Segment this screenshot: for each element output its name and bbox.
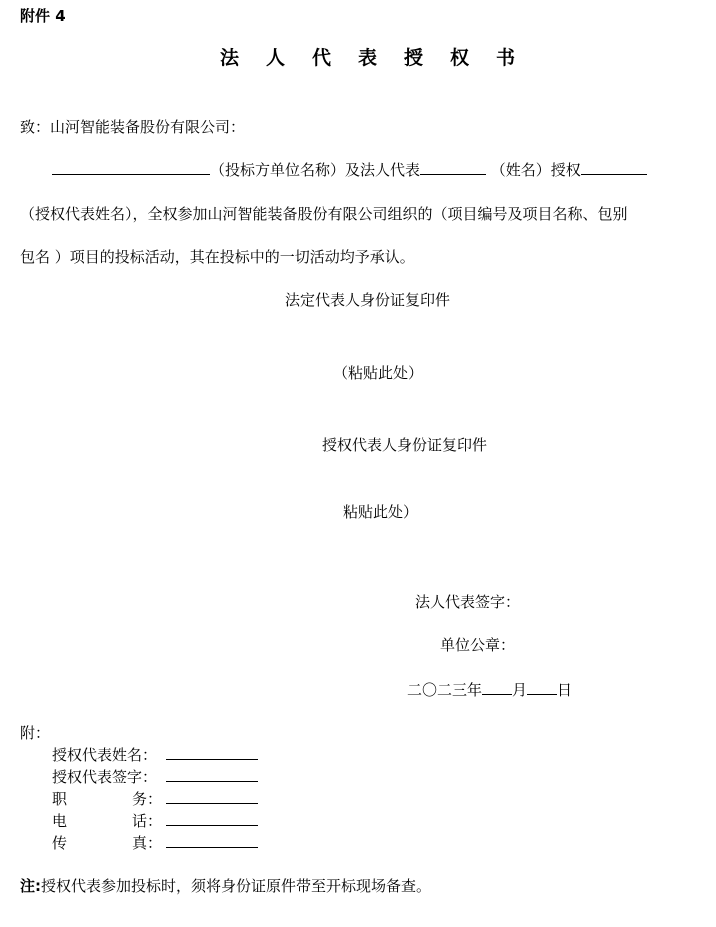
authorization-line-1	[52, 160, 647, 179]
field-label-b: 务：	[132, 790, 163, 808]
date-year: 二〇二三年	[407, 681, 483, 699]
authorization-line-3: 包名 ）项目的投标活动，其在投标中的一切活动均予承认。	[20, 248, 415, 266]
field-phone	[52, 811, 258, 831]
field-auth-rep-signature	[52, 767, 258, 787]
field-label-a: 传	[52, 834, 68, 852]
month-blank[interactable]	[482, 680, 512, 695]
note-prefix: 注:	[20, 877, 41, 895]
field-position	[52, 789, 258, 809]
field-label-b: 真：	[132, 834, 163, 852]
field-blank[interactable]	[166, 745, 258, 760]
line1-text-a: （投标方单位名称）及法人代表	[210, 161, 421, 179]
note	[20, 877, 431, 895]
document-title: 法人代表授权书	[220, 47, 543, 69]
field-blank[interactable]	[166, 789, 258, 804]
field-label: 授权代表姓名：	[52, 746, 158, 764]
date-day: 日	[557, 681, 573, 699]
unit-seal-label: 单位公章：	[440, 636, 516, 654]
paste-here-1: （粘贴此处）	[333, 364, 424, 382]
field-blank[interactable]	[166, 811, 258, 826]
paste-here-2: 粘贴此处）	[343, 503, 419, 521]
addressee: 致：山河智能装备股份有限公司：	[20, 118, 246, 136]
date-month: 月	[512, 681, 528, 699]
legal-rep-id-copy-label: 法定代表人身份证复印件	[285, 291, 451, 309]
field-blank[interactable]	[166, 833, 258, 848]
authorization-line-2: （授权代表姓名），全权参加山河智能装备股份有限公司组织的（项目编号及项目名称、包别	[20, 205, 628, 223]
day-blank[interactable]	[527, 680, 557, 695]
field-auth-rep-name	[52, 745, 258, 765]
field-label-a: 电	[52, 812, 68, 830]
appendix-label: 附：	[20, 724, 51, 742]
note-text: 授权代表参加投标时，须将身份证原件带至开标现场备查。	[41, 877, 432, 895]
field-label-b: 话：	[132, 812, 163, 830]
legal-rep-signature-label: 法人代表签字：	[415, 593, 521, 611]
attachment-label: 附件 4	[20, 7, 66, 25]
bidder-name-blank[interactable]	[52, 160, 210, 175]
auth-rep-name-blank[interactable]	[581, 160, 647, 175]
auth-rep-id-copy-label: 授权代表人身份证复印件	[322, 436, 488, 454]
date-line	[407, 680, 572, 699]
field-fax	[52, 833, 258, 853]
line1-text-b: （姓名）授权	[486, 161, 581, 179]
field-blank[interactable]	[166, 767, 258, 782]
field-label: 授权代表签字：	[52, 768, 158, 786]
field-label-a: 职	[52, 790, 68, 808]
legal-rep-name-blank[interactable]	[420, 160, 486, 175]
